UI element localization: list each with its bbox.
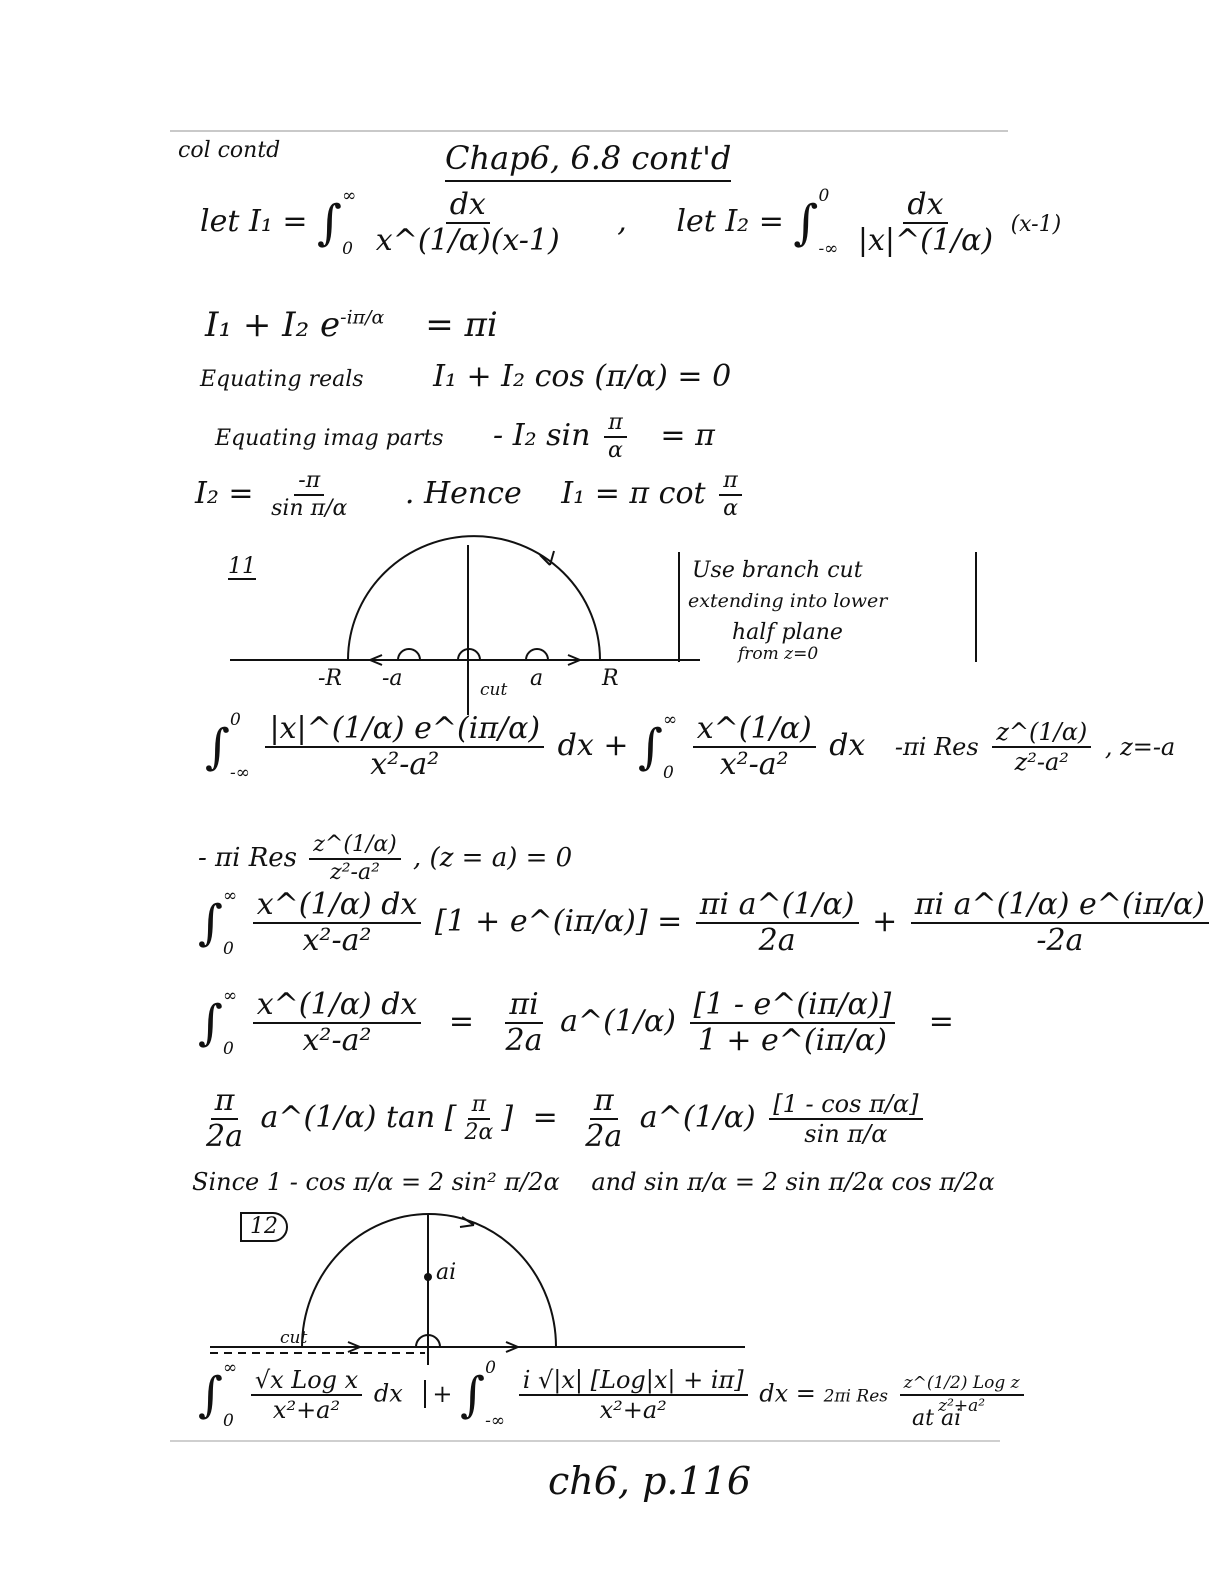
eq1-let2: let I₂ = xyxy=(676,204,784,239)
fig11-label-a: a xyxy=(530,666,544,691)
fig11-label-minus-a: -a xyxy=(382,666,403,691)
integral-sign: ∫ xyxy=(317,195,343,251)
integral-sign: ∫ xyxy=(793,195,819,251)
page-number: ch6, p.116 xyxy=(548,1459,752,1503)
eq1-let1: let I₁ = xyxy=(200,204,308,239)
fig11-label-minus-r: -R xyxy=(318,666,342,691)
eq12-rhs-at: at ai xyxy=(912,1406,962,1431)
eq6-line: ∫ 0 -∞ $\frac{|x|\^{}(1/\alpha) e\^{}(i\pi/\alpha)}{\text{x²-a²}}$ dx + ∫ ∞ 0 $\frac{x\^{}(1/\alpha)}{\text{x²-a²}}$ dx -πi Res $\frac{z\^{}(1/\alpha)}{\text{z²-a²}}$ , z=-a xyxy=(205,710,1176,783)
int-lower: -∞ xyxy=(818,239,839,259)
eq9-line: ∫ ∞ 0 $\frac{x\^{}(1/\alpha) dx}{\text{x²-a²}}$ = $\frac{\pi i}{2a}$ a^(1/α) $\frac{[1 - e\^{}(i\pi/\alpha)]}{1 + e\^{}(i\pi/\alpha)}$ = xyxy=(198,986,954,1059)
eq1-frac1: $\frac{dx}{x\^{}(1/\alpha)(x-1)}$ xyxy=(375,187,560,258)
eq1-den-tail: (x-1) xyxy=(1010,212,1062,237)
eq1-comma: , xyxy=(617,204,627,239)
eq10-line: $\frac{\pi}{2a}$ a^(1/α) tan [ $\frac{\pi}{2\alpha}$ ] = $\frac{\pi}{2a}$ a^(1/α) $\frac{\text{[1 - cos π/α]}}{\text{sin π/α}}$ xyxy=(198,1086,927,1152)
eq4-line: Equating imag parts - I₂ sin $\frac{\pi}{\alpha}$ = π xyxy=(215,410,715,463)
eq3-line: Equating reals I₁ + I₂ cos (π/α) = 0 xyxy=(200,359,732,394)
fig11-label-cut: cut xyxy=(480,680,508,700)
fig12-label-ai: ai xyxy=(436,1260,457,1285)
page-bottom-rule xyxy=(170,1440,1000,1442)
eq5-line: I₂ = $\frac{-\pi}{\text{sin π/α}}$ . Hence I₁ = π cot $\frac{\pi}{\alpha}$ xyxy=(195,470,746,520)
eq7-line: - πi Res $\frac{z\^{}(1/\alpha)}{\text{z²-a²}}$ , (z = a) = 0 xyxy=(198,832,573,885)
page-top-rule xyxy=(170,130,1008,132)
eq8-line: ∫ ∞ 0 $\frac{x\^{}(1/\alpha) dx}{\text{x²-a²}}$ [1 + e^(iπ/α)] = $\frac{\text{πi a\textasciicircum{}(1/α)}}{2a}$ + $\frac{\text{πi a\textasciicircum{}(1/α) e\textasciicircum{}(iπ/α)}}{-2a}$ xyxy=(198,888,1213,958)
eq12-line: ∫ ∞ 0 $\frac{\text{√x Log x}}{\text{x²+a²}}$ dx + ∫ 0 -∞ $\frac{\text{i √|x| [Log|x| + iπ]}}{\text{x²+a²}}$ dx = 2πi Res $\frac{\text{z\textasciicircum{}(1/2) Log z}}{\text{z²+a²}}$ xyxy=(198,1360,1028,1430)
fig11-note-box: Use branch cut extending into lower half plane from z=0 xyxy=(678,552,977,662)
eq11-line: Since 1 - cos π/α = 2 sin² π/2α and sin π/α = 2 sin π/2α cos π/2α xyxy=(192,1168,995,1196)
fig11-label-r: R xyxy=(602,666,619,691)
fig11-label: 11 xyxy=(228,554,256,579)
int-upper: 0 xyxy=(818,186,830,206)
int-upper: ∞ xyxy=(342,186,357,206)
int-lower: 0 xyxy=(342,239,353,259)
eq1-line xyxy=(200,188,1061,258)
eq1-frac2: $\frac{dx}{|x|\^{}(1/\alpha)}$ xyxy=(857,187,994,258)
fig11-contour-diagram xyxy=(220,535,720,715)
fig12-label: 12 xyxy=(240,1212,288,1242)
eq2-line: I₁ + I₂ $e^{-i\pi/\alpha} = \pi i$ xyxy=(205,305,498,345)
margin-note: col contd xyxy=(178,138,281,163)
page-title: Chap6, 6.8 cont'd xyxy=(445,142,731,182)
fig12-label-cut: cut xyxy=(280,1328,308,1348)
